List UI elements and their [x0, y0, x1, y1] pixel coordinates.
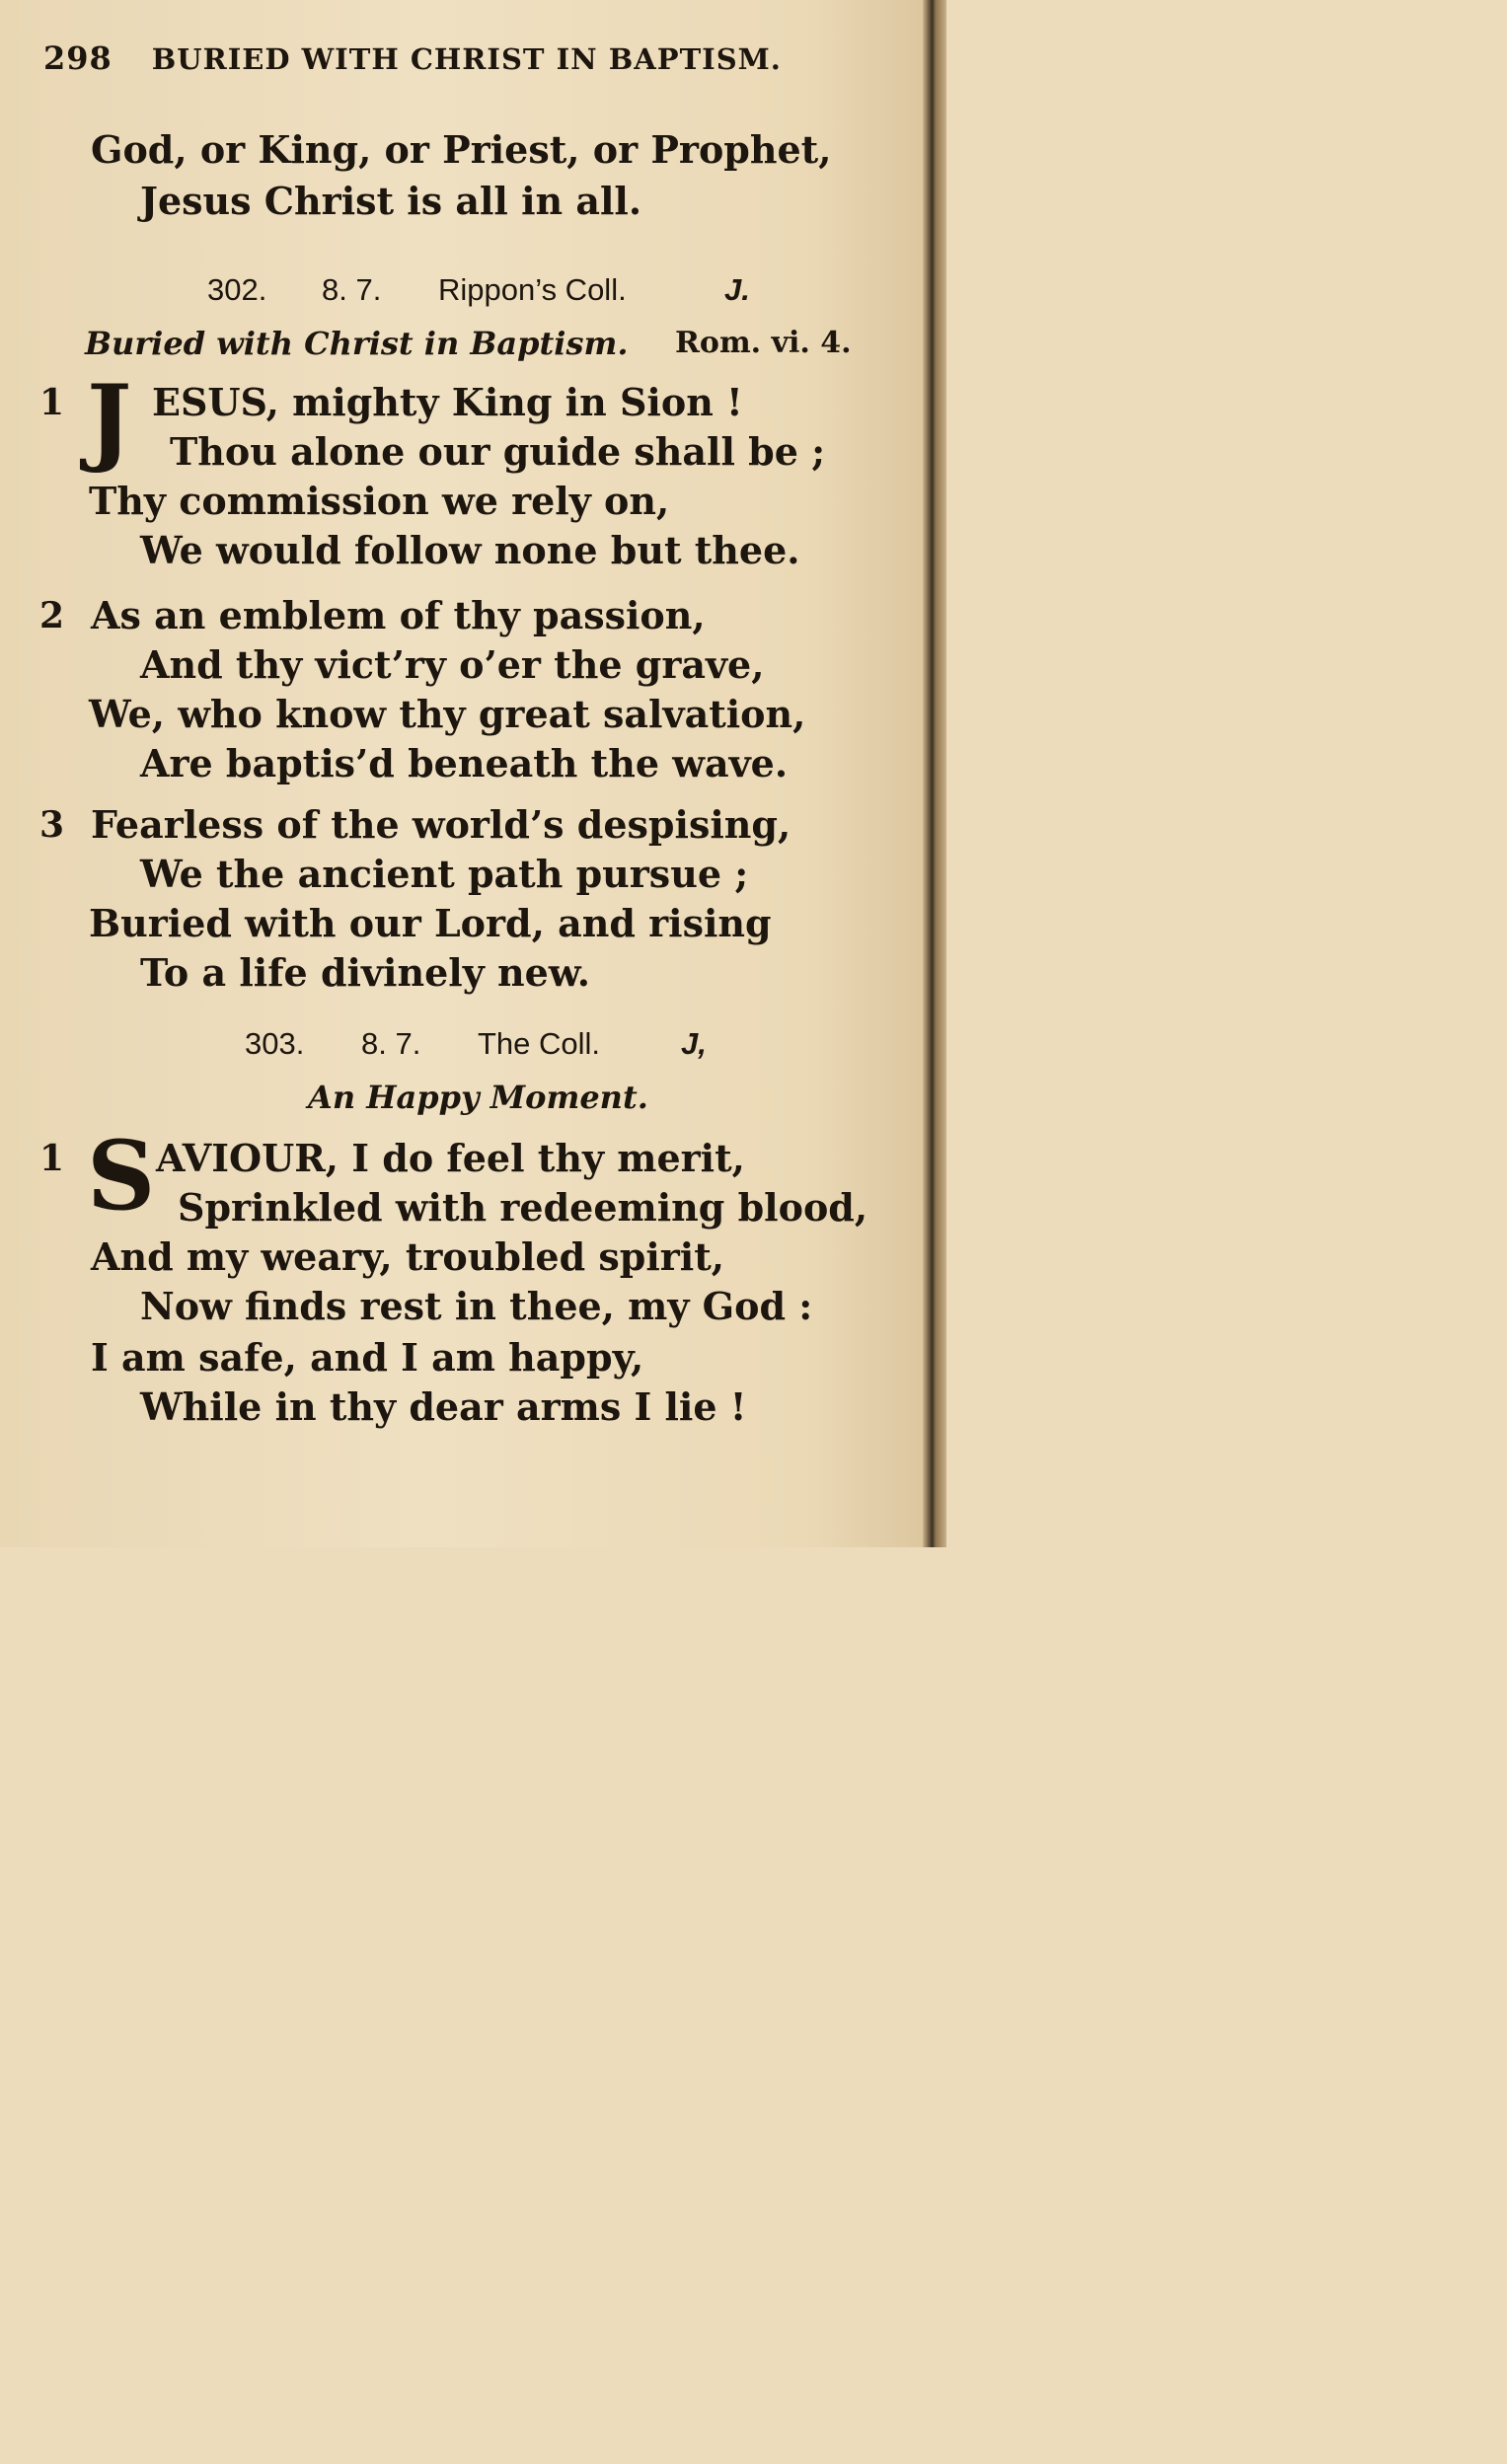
verse-line: I am safe, and I am happy,	[91, 1335, 644, 1380]
running-title: BURIED WITH CHRIST IN BAPTISM.	[151, 42, 782, 76]
hymn-302-meter: 8. 7.	[322, 272, 382, 307]
hymn-303-source: The Coll.	[478, 1026, 601, 1061]
hymn-303-number: 303.	[245, 1026, 305, 1061]
drop-cap: J	[87, 364, 132, 476]
verse-line: Sprinkled with redeeming blood,	[178, 1185, 868, 1230]
hymn-303-mark: J,	[681, 1026, 707, 1061]
page-edge	[923, 0, 946, 1547]
stanza-number: 1	[39, 382, 65, 423]
verse-line: Buried with our Lord, and rising	[89, 901, 772, 945]
verse-line: To a life divinely new.	[140, 950, 590, 995]
verse-line: We the ancient path pursue ;	[140, 852, 749, 896]
verse-line: Fearless of the world’s despising,	[91, 802, 791, 847]
drop-cap: S	[87, 1120, 156, 1232]
hymn-302-title: Buried with Christ in Baptism.	[85, 325, 629, 362]
verse-line: Are baptis’d beneath the wave.	[140, 741, 789, 785]
verse-line: AVIOUR, I do feel thy merit,	[156, 1136, 745, 1180]
hymn-303-title: An Happy Moment.	[308, 1079, 648, 1116]
verse-line: While in thy dear arms I lie !	[140, 1384, 747, 1429]
hymn-302-mark: J.	[724, 272, 750, 307]
verse-line: ESUS, mighty King in Sion !	[152, 380, 743, 424]
hymn-302-number: 302.	[207, 272, 267, 307]
continuation-line: Jesus Christ is all in all.	[140, 179, 642, 223]
running-head	[43, 39, 892, 89]
stanza-number: 1	[39, 1138, 65, 1179]
page-number: 298	[43, 39, 113, 77]
verse-line: We, who know thy great salvation,	[89, 692, 806, 736]
verse-line: Now finds rest in thee, my God :	[140, 1284, 813, 1328]
verse-line: And thy vict’ry o’er the grave,	[140, 642, 765, 687]
verse-line: As an emblem of thy passion,	[91, 593, 706, 637]
stanza-number: 2	[39, 595, 65, 636]
continuation-line: God, or King, or Priest, or Prophet,	[91, 127, 832, 172]
verse-line: Thy commission we rely on,	[89, 479, 670, 523]
hymn-302-source: Rippon’s Coll.	[438, 272, 627, 307]
verse-line: Thou alone our guide shall be ;	[170, 429, 826, 474]
verse-line: We would follow none but thee.	[140, 528, 800, 572]
stanza-number: 3	[39, 804, 65, 846]
hymn-303-meter: 8. 7.	[361, 1026, 421, 1061]
hymn-302-reference: Rom. vi. 4.	[675, 326, 852, 360]
verse-line: And my weary, troubled spirit,	[91, 1234, 725, 1279]
